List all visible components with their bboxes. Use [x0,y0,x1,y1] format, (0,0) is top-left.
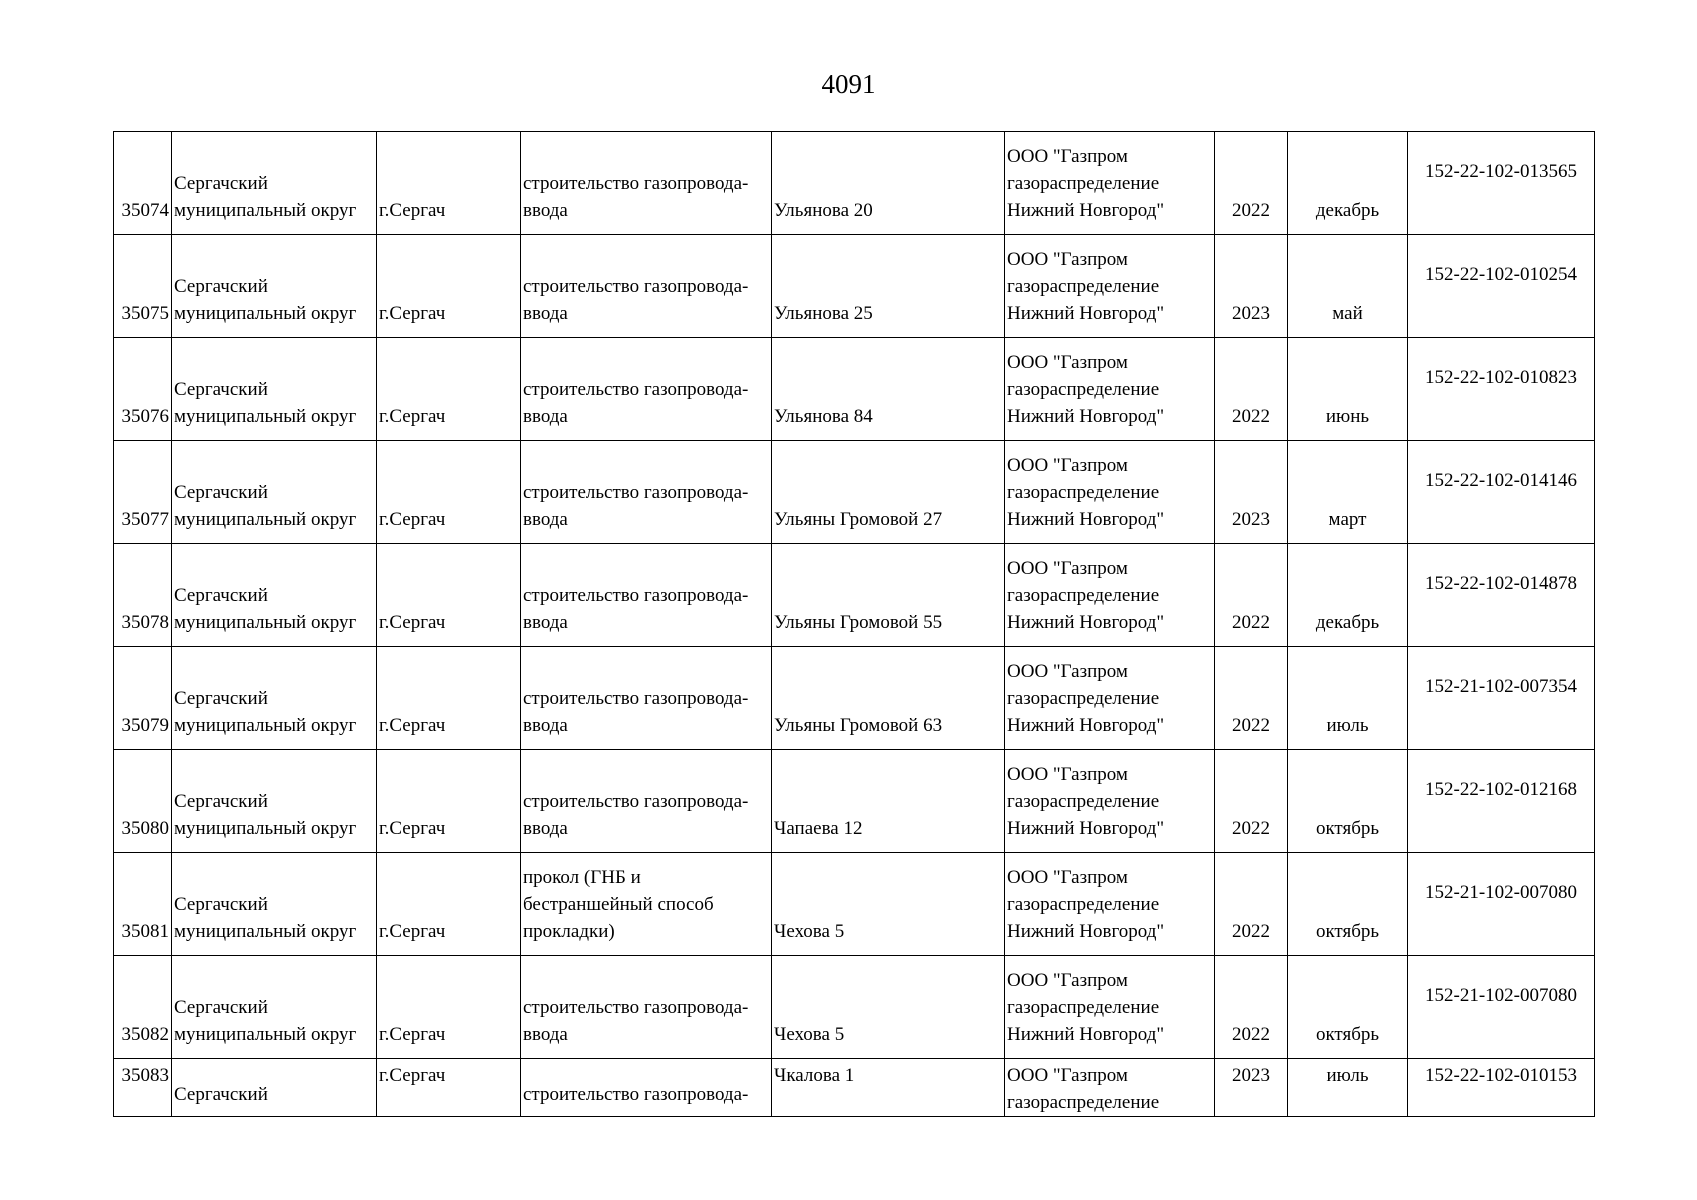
work-type-cell-line: ввода [523,200,568,221]
district-cell [172,235,377,338]
organization-cell-line: Нижний Новгород" [1007,612,1165,633]
record-number-cell: 35080 [114,750,172,853]
month-cell: октябрь [1288,750,1408,853]
organization-cell-line: газораспределение [1007,482,1160,503]
district-cell [172,338,377,441]
district-cell-line: Сергачский [174,1084,268,1105]
month-cell: октябрь [1288,853,1408,956]
work-type-cell-line: строительство газопровода- [523,482,749,503]
work-type-cell-line: ввода [523,818,568,839]
cadastral-number-cell: 152-22-102-013565 [1408,132,1595,235]
record-number-cell: 35078 [114,544,172,647]
organization-cell [1005,441,1215,544]
register-body [114,132,1595,1117]
district-cell-line: муниципальный округ [174,921,357,942]
cadastral-number-cell: 152-22-102-014878 [1408,544,1595,647]
organization-cell-line: ООО "Газпром [1007,249,1128,270]
district-cell [172,956,377,1059]
work-type-cell-line: строительство газопровода- [523,173,749,194]
month-cell: июль [1288,1059,1408,1117]
district-cell-line: Сергачский [174,585,268,606]
address-cell: Чехова 5 [772,956,1005,1059]
district-cell-line: Сергачский [174,791,268,812]
table-row [114,853,1595,956]
table-row [114,441,1595,544]
organization-cell-line: газораспределение [1007,997,1160,1018]
organization-cell-line: ООО "Газпром [1007,1065,1128,1086]
organization-cell [1005,750,1215,853]
district-cell-line: Сергачский [174,997,268,1018]
year-cell: 2022 [1215,853,1288,956]
work-type-cell-line: ввода [523,509,568,530]
work-type-cell-line: строительство газопровода- [523,1084,749,1105]
table-row [114,956,1595,1059]
district-cell-line: муниципальный округ [174,509,357,530]
address-cell: Ульяны Громовой 63 [772,647,1005,750]
district-cell-line: муниципальный округ [174,612,357,633]
organization-cell [1005,132,1215,235]
work-type-cell-line: строительство газопровода- [523,276,749,297]
work-type-cell [521,956,772,1059]
record-number-cell: 35076 [114,338,172,441]
organization-cell-line: ООО "Газпром [1007,970,1128,991]
address-cell: Ульянова 84 [772,338,1005,441]
record-number-cell: 35077 [114,441,172,544]
table-row [114,338,1595,441]
city-cell: г.Сергач [377,544,521,647]
organization-cell [1005,853,1215,956]
work-type-cell-line: прокладки) [523,921,615,942]
district-cell [172,132,377,235]
cadastral-number-cell: 152-22-102-014146 [1408,441,1595,544]
organization-cell-line: газораспределение [1007,894,1160,915]
organization-cell-line: газораспределение [1007,173,1160,194]
record-number-cell: 35075 [114,235,172,338]
organization-cell-line: газораспределение [1007,791,1160,812]
month-cell: октябрь [1288,956,1408,1059]
month-cell: июнь [1288,338,1408,441]
year-cell: 2022 [1215,338,1288,441]
organization-cell-line: Нижний Новгород" [1007,509,1165,530]
address-cell: Чкалова 1 [772,1059,1005,1117]
work-type-cell-line: ввода [523,612,568,633]
table-row [114,235,1595,338]
organization-cell [1005,235,1215,338]
work-type-cell [521,647,772,750]
page-number: 4091 [821,69,876,99]
city-cell: г.Сергач [377,441,521,544]
work-type-cell [521,338,772,441]
organization-cell-line: Нижний Новгород" [1007,921,1165,942]
city-cell: г.Сергач [377,338,521,441]
organization-cell-line: Нижний Новгород" [1007,303,1165,324]
table-row [114,1059,1595,1117]
district-cell-line: Сергачский [174,688,268,709]
district-cell [172,441,377,544]
district-cell-line: муниципальный округ [174,1024,357,1045]
organization-cell-line: Нижний Новгород" [1007,1024,1165,1045]
work-type-cell-line: ввода [523,715,568,736]
organization-cell-line: ООО "Газпром [1007,455,1128,476]
organization-cell-line: ООО "Газпром [1007,867,1128,888]
district-cell-line: муниципальный округ [174,715,357,736]
organization-cell-line: газораспределение [1007,379,1160,400]
cadastral-number-cell: 152-22-102-010254 [1408,235,1595,338]
table-row [114,647,1595,750]
table-row [114,750,1595,853]
district-cell [172,544,377,647]
work-type-cell-line: строительство газопровода- [523,379,749,400]
month-cell: июль [1288,647,1408,750]
work-type-cell-line: строительство газопровода- [523,997,749,1018]
month-cell: декабрь [1288,132,1408,235]
organization-cell [1005,956,1215,1059]
gasification-register-table [113,131,1595,1117]
district-cell-line: Сергачский [174,482,268,503]
work-type-cell-line: строительство газопровода- [523,585,749,606]
work-type-cell-line: строительство газопровода- [523,791,749,812]
cadastral-number-cell: 152-22-102-010153 [1408,1059,1595,1117]
year-cell: 2022 [1215,750,1288,853]
city-cell: г.Сергач [377,132,521,235]
cadastral-number-cell: 152-22-102-010823 [1408,338,1595,441]
district-cell-line: муниципальный округ [174,818,357,839]
work-type-cell [521,750,772,853]
work-type-cell-line: ввода [523,303,568,324]
work-type-cell-line: прокол (ГНБ и [523,867,641,888]
address-cell: Чехова 5 [772,853,1005,956]
year-cell: 2023 [1215,1059,1288,1117]
organization-cell-line: Нижний Новгород" [1007,715,1165,736]
year-cell: 2022 [1215,132,1288,235]
organization-cell [1005,647,1215,750]
district-cell [172,853,377,956]
work-type-cell [521,132,772,235]
record-number-cell: 35083 [114,1059,172,1117]
month-cell: май [1288,235,1408,338]
district-cell [172,750,377,853]
district-cell [172,1059,377,1117]
cadastral-number-cell: 152-21-102-007080 [1408,956,1595,1059]
organization-cell-line: ООО "Газпром [1007,558,1128,579]
district-cell-line: Сергачский [174,276,268,297]
address-cell: Ульянова 20 [772,132,1005,235]
work-type-cell [521,853,772,956]
organization-cell-line: ООО "Газпром [1007,352,1128,373]
work-type-cell-line: ввода [523,1024,568,1045]
record-number-cell: 35082 [114,956,172,1059]
organization-cell-line: Нижний Новгород" [1007,818,1165,839]
district-cell-line: Сергачский [174,894,268,915]
organization-cell-line: ООО "Газпром [1007,146,1128,167]
address-cell: Ульяны Громовой 27 [772,441,1005,544]
record-number-cell: 35079 [114,647,172,750]
organization-cell [1005,338,1215,441]
organization-cell-line: ООО "Газпром [1007,764,1128,785]
cadastral-number-cell: 152-21-102-007354 [1408,647,1595,750]
organization-cell [1005,544,1215,647]
work-type-cell-line: строительство газопровода- [523,688,749,709]
work-type-cell [521,235,772,338]
work-type-cell [521,441,772,544]
district-cell-line: муниципальный округ [174,406,357,427]
organization-cell-line: газораспределение [1007,688,1160,709]
year-cell: 2022 [1215,956,1288,1059]
organization-cell-line: газораспределение [1007,1092,1160,1113]
work-type-cell [521,1059,772,1117]
district-cell-line: муниципальный округ [174,303,357,324]
address-cell: Ульяны Громовой 55 [772,544,1005,647]
month-cell: март [1288,441,1408,544]
cadastral-number-cell: 152-22-102-012168 [1408,750,1595,853]
address-cell: Чапаева 12 [772,750,1005,853]
city-cell: г.Сергач [377,1059,521,1117]
table-row [114,544,1595,647]
city-cell: г.Сергач [377,647,521,750]
district-cell-line: Сергачский [174,173,268,194]
year-cell: 2023 [1215,441,1288,544]
cadastral-number-cell: 152-21-102-007080 [1408,853,1595,956]
district-cell [172,647,377,750]
city-cell: г.Сергач [377,750,521,853]
organization-cell [1005,1059,1215,1117]
work-type-cell-line: бестраншейный способ [523,894,714,915]
organization-cell-line: газораспределение [1007,276,1160,297]
work-type-cell [521,544,772,647]
city-cell: г.Сергач [377,853,521,956]
organization-cell-line: Нижний Новгород" [1007,406,1165,427]
district-cell-line: Сергачский [174,379,268,400]
record-number-cell: 35081 [114,853,172,956]
organization-cell-line: ООО "Газпром [1007,661,1128,682]
city-cell: г.Сергач [377,235,521,338]
district-cell-line: муниципальный округ [174,200,357,221]
city-cell: г.Сергач [377,956,521,1059]
year-cell: 2023 [1215,235,1288,338]
record-number-cell: 35074 [114,132,172,235]
table-row [114,132,1595,235]
year-cell: 2022 [1215,647,1288,750]
organization-cell-line: газораспределение [1007,585,1160,606]
organization-cell-line: Нижний Новгород" [1007,200,1165,221]
work-type-cell-line: ввода [523,406,568,427]
month-cell: декабрь [1288,544,1408,647]
address-cell: Ульянова 25 [772,235,1005,338]
year-cell: 2022 [1215,544,1288,647]
